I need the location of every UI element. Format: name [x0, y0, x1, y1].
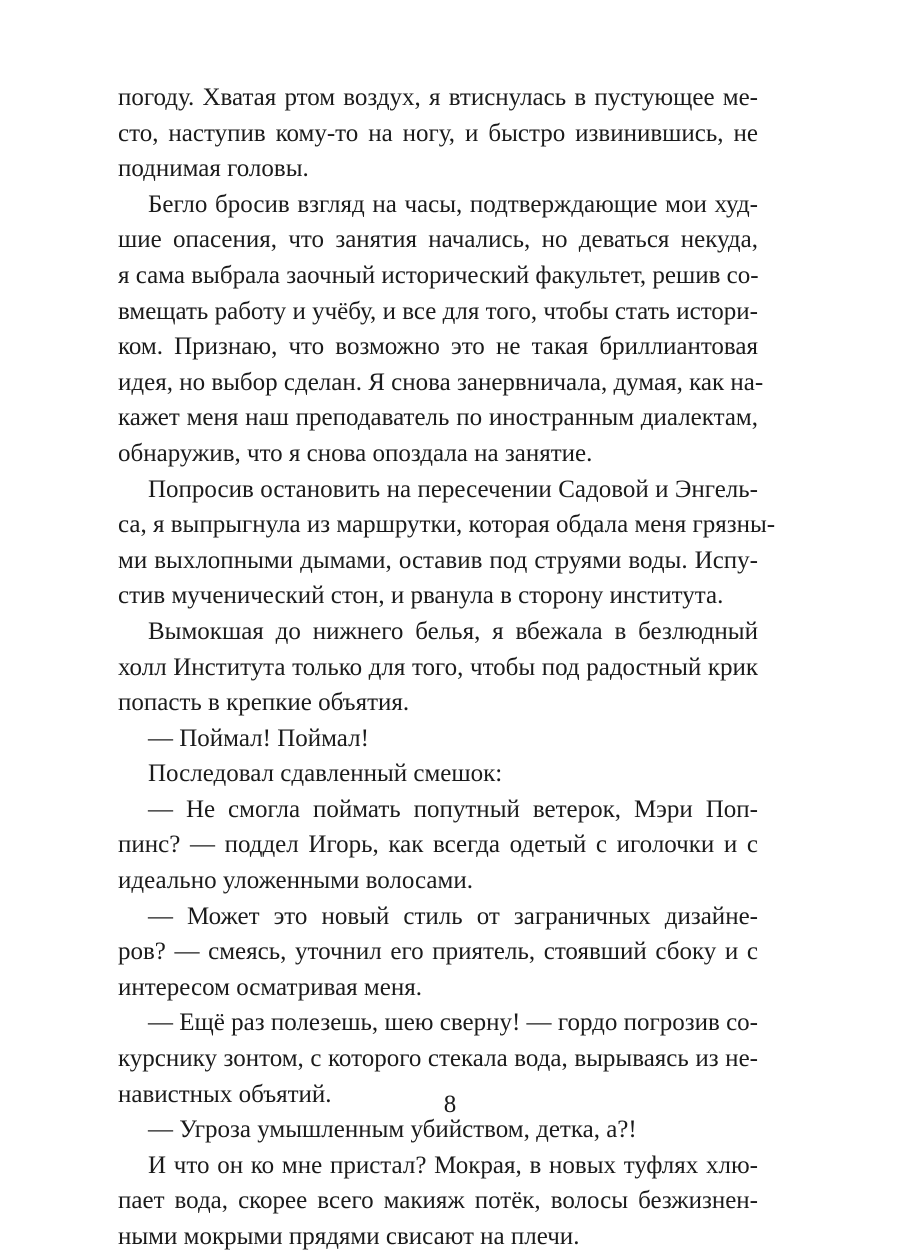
- text-line: Попросив остановить на пересечении Садовой и Энгель-: [148, 475, 758, 503]
- text-line: Бегло бросив взгляд на часы, подтверждающие мои худ-: [148, 190, 758, 218]
- text-line: обнаружив, что я снова опоздала на занятие.: [118, 439, 593, 467]
- text-line: стив мученический стон, и рванула в сторону института.: [118, 582, 724, 610]
- paragraph: [118, 721, 758, 757]
- text-line: навистных объятий.: [118, 1080, 332, 1108]
- text-line: Вымокшая до нижнего белья, я вбежала в безлюдный: [148, 617, 758, 645]
- text-line: са, я выпрыгнула из маршрутки, которая обдала меня грязны-: [118, 511, 776, 539]
- text-line: кажет меня наш преподаватель по иностранным диалектам,: [118, 404, 758, 432]
- page-number: 8: [443, 1091, 457, 1118]
- text-line: — Не смогла поймать попутный ветерок, Мэри Поп-: [148, 795, 758, 823]
- text-line: И что он ко мне пристал? Мокрая, в новых туфлях хлю-: [148, 1151, 758, 1179]
- text-line: — Может это новый стиль от заграничных дизайне-: [148, 902, 758, 930]
- text-line: ми выхлопными дымами, оставив под струями воды. Испу-: [118, 546, 758, 574]
- text-line: Последовал сдавленный смешок:: [148, 760, 503, 788]
- text-line: вмещать работу и учёбу, и все для того, чтобы стать истори-: [118, 297, 758, 325]
- text-line: идеально уложенными волосами.: [118, 867, 473, 895]
- text-line: — Ещё раз полезешь, шею сверну! — гордо погрозив со-: [148, 1009, 758, 1037]
- text-line: сто, наступив кому-то на ногу, и быстро извинившись, не: [118, 119, 758, 147]
- text-line: ком. Признаю, что возможно это не такая бриллиантовая: [118, 333, 758, 361]
- text-line: шие опасения, что занятия начались, но деваться некуда,: [118, 226, 758, 254]
- text-line: курснику зонтом, с которого стекала вода, вырываясь из не-: [118, 1045, 758, 1073]
- paragraph: [118, 614, 758, 721]
- text-line: ров? — смеясь, уточнил его приятель, стоявший сбоку и с: [118, 938, 758, 966]
- text-line: — Поймал! Поймал!: [148, 724, 369, 752]
- text-line: попасть в крепкие объятия.: [118, 689, 410, 717]
- paragraph: [118, 472, 776, 614]
- paragraph: [118, 187, 764, 472]
- text-line: интересом осматривая меня.: [118, 973, 422, 1001]
- text-line: ными мокрыми прядями свисают на плечи.: [118, 1223, 580, 1250]
- text-line: погоду. Хватая ртом воздух, я втиснулась в пустующее ме-: [118, 84, 758, 111]
- page-body: [118, 80, 776, 1255]
- text-line: холл Института только для того, чтобы под радостный крик: [118, 653, 758, 681]
- text-line: идея, но выбор сделан. Я снова занервничала, думая, как на-: [118, 368, 764, 396]
- text-line: — Угроза умышленным убийством, детка, а?!: [148, 1116, 637, 1144]
- text-line: я сама выбрала заочный исторический факультет, решив со-: [118, 261, 759, 289]
- paragraph: [118, 756, 758, 792]
- text-line: пает вода, скорее всего макияж потёк, волосы безжизнен-: [118, 1187, 758, 1215]
- paragraph: [118, 1148, 758, 1255]
- paragraph: [118, 80, 758, 187]
- paragraph: [118, 792, 758, 899]
- text-line: пинс? — поддел Игорь, как всегда одетый с иголочки и с: [118, 831, 758, 859]
- paragraph: [118, 899, 758, 1006]
- text-line: поднимая головы.: [118, 155, 309, 183]
